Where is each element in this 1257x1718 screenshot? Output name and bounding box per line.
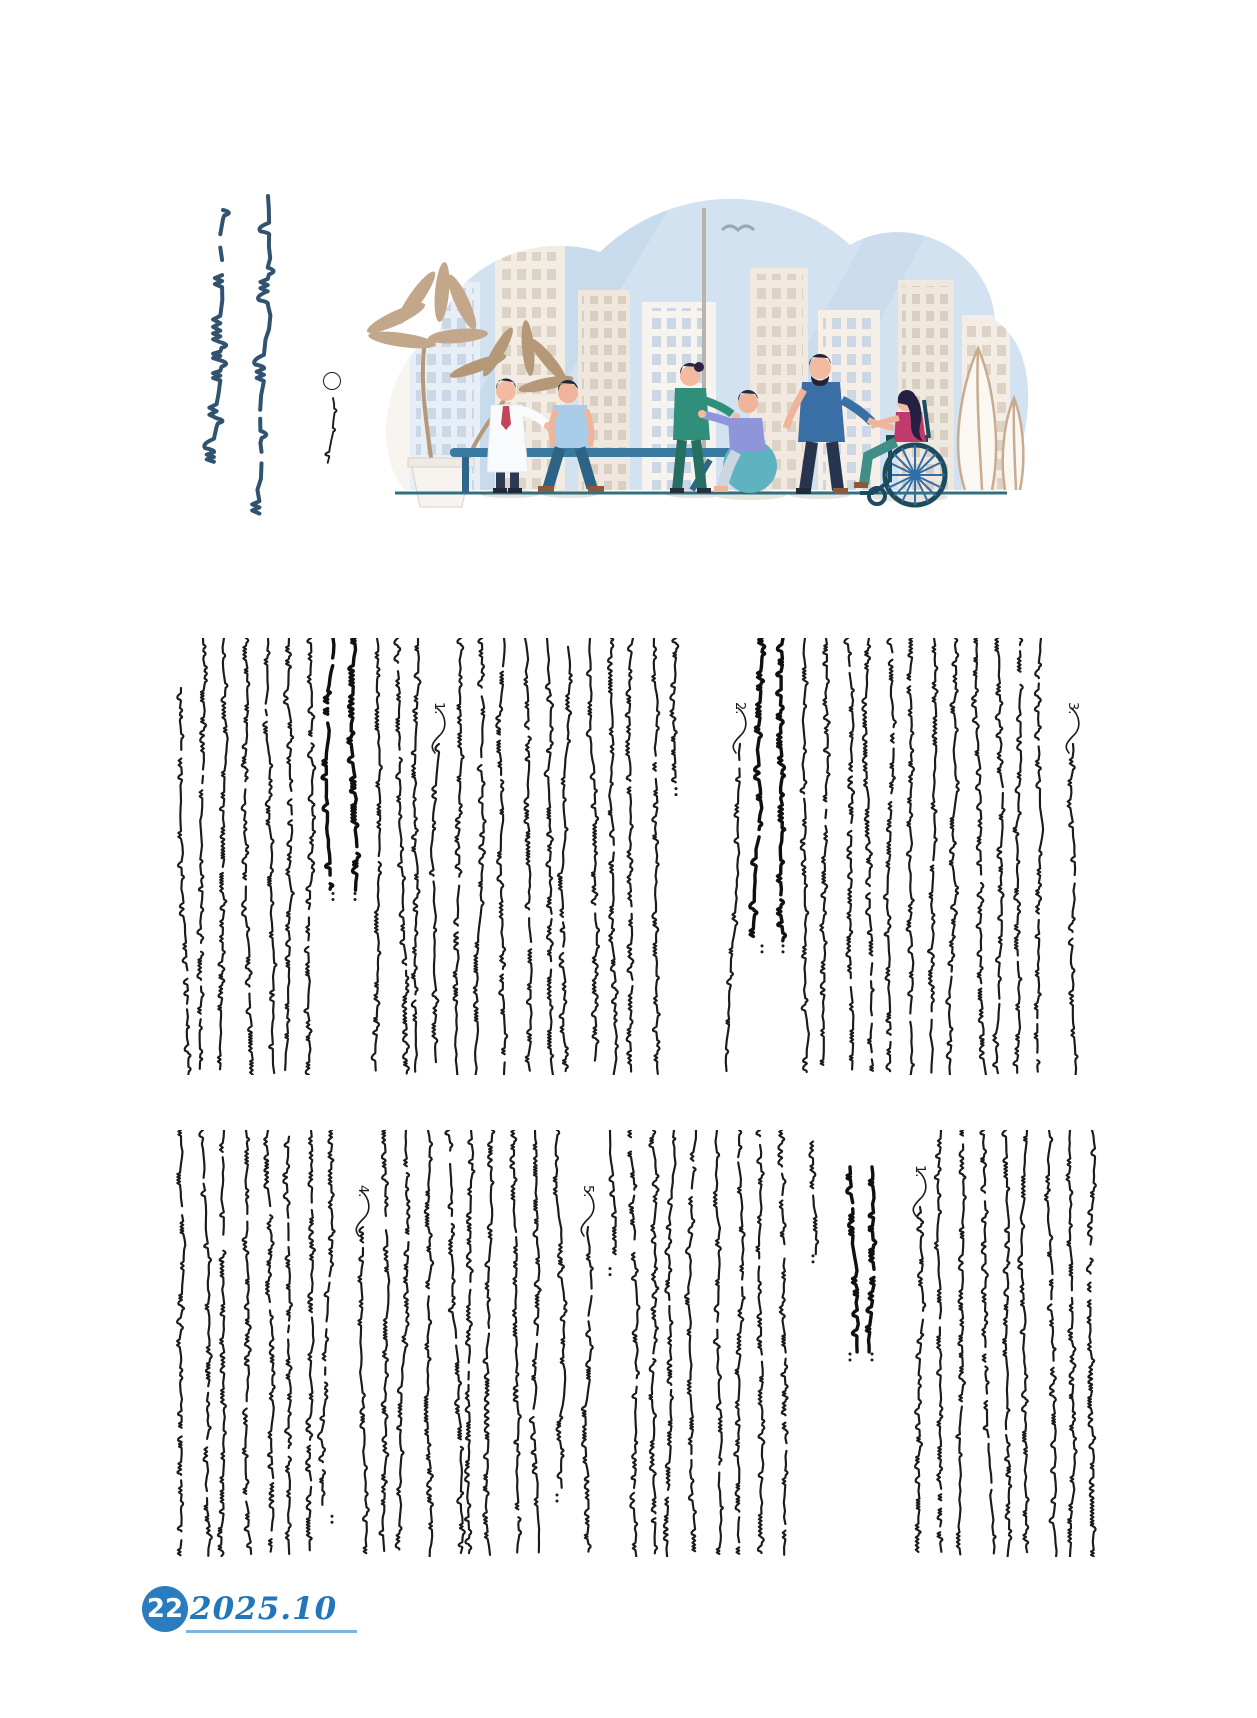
section-number-marker: 4. <box>355 1185 370 1198</box>
end-punctuation-dot <box>331 1521 334 1524</box>
text-column <box>380 1130 390 1556</box>
text-column <box>726 744 740 1071</box>
text-column <box>396 1130 410 1556</box>
text-column <box>263 638 276 1073</box>
text-column <box>545 638 553 1075</box>
text-column <box>756 1130 764 1553</box>
section-number-marker: 1. <box>431 702 446 715</box>
author-name-column <box>325 398 336 463</box>
text-column <box>243 1130 251 1554</box>
section-number-marker: 1. <box>912 1165 927 1178</box>
text-column <box>915 1207 925 1552</box>
text-column <box>1067 1130 1077 1557</box>
text-column <box>554 1130 567 1488</box>
text-column <box>525 638 532 1071</box>
text-column <box>993 638 1004 1073</box>
text-column <box>510 1130 521 1553</box>
end-punctuation-dot <box>556 1493 559 1496</box>
text-column <box>412 638 421 1072</box>
end-punctuation-dot <box>761 950 764 953</box>
text-column <box>946 638 958 1075</box>
bold-text-column <box>867 1167 876 1352</box>
bold-text-column <box>750 638 765 942</box>
text-column <box>778 1130 787 1555</box>
text-column <box>1018 1130 1028 1552</box>
text-column <box>809 1142 818 1255</box>
end-punctuation-dot <box>675 793 678 796</box>
end-punctuation-dot <box>332 892 335 895</box>
text-column <box>483 1130 494 1555</box>
text-column <box>670 638 678 782</box>
page-number-badge: 22 <box>142 1586 188 1632</box>
end-punctuation-dot <box>332 898 335 901</box>
text-column <box>862 638 873 1071</box>
text-column <box>218 1130 226 1557</box>
text-column <box>649 1130 658 1553</box>
section-number-marker: 2. <box>732 702 747 715</box>
end-punctuation-dot <box>354 898 357 901</box>
text-column <box>474 638 486 1075</box>
section-marker-swash <box>356 1191 369 1236</box>
text-band-upper <box>170 638 1115 1075</box>
text-column <box>284 638 294 1070</box>
text-column <box>628 1130 639 1557</box>
text-band-lower <box>170 1130 1120 1557</box>
end-punctuation-dot <box>849 1353 852 1356</box>
end-punctuation-dot <box>849 1359 852 1362</box>
text-column <box>304 638 315 1075</box>
text-column <box>264 1130 274 1552</box>
section-number-marker: 3. <box>1065 702 1080 715</box>
end-punctuation-dot <box>871 1353 874 1356</box>
text-column <box>907 638 914 1075</box>
text-column <box>177 688 190 1074</box>
text-column <box>242 638 253 1075</box>
bold-text-column <box>322 638 334 889</box>
text-column <box>664 1130 676 1557</box>
text-column <box>610 1130 616 1261</box>
text-column <box>820 638 829 1073</box>
text-column <box>582 1227 593 1552</box>
bold-text-column <box>847 1167 858 1352</box>
bold-text-column <box>348 638 360 890</box>
text-column <box>935 1130 943 1552</box>
text-column <box>177 1130 185 1555</box>
text-column <box>445 1130 464 1553</box>
end-punctuation-dot <box>675 787 678 790</box>
text-column <box>685 1130 696 1551</box>
text-column <box>1035 638 1043 1072</box>
text-column <box>972 638 986 1075</box>
text-column <box>394 638 408 1074</box>
text-column <box>465 1130 474 1553</box>
end-punctuation-dot <box>782 950 785 953</box>
text-column <box>587 638 599 1075</box>
text-column <box>359 1227 369 1553</box>
text-column <box>1045 1130 1057 1557</box>
text-column <box>928 638 937 1073</box>
page-footer <box>142 1586 343 1632</box>
section-number-marker: 5. <box>580 1185 595 1198</box>
text-column <box>197 638 206 1069</box>
end-punctuation-dot <box>812 1254 815 1257</box>
end-punctuation-dot <box>331 1515 334 1518</box>
text-column <box>425 1130 433 1557</box>
text-column <box>980 1130 995 1553</box>
issue-underline <box>186 1630 357 1633</box>
text-column <box>454 638 464 1075</box>
text-column <box>306 1130 315 1557</box>
end-punctuation-dot <box>609 1273 612 1276</box>
text-column <box>844 638 854 1069</box>
end-punctuation-dot <box>782 944 785 947</box>
text-column <box>956 1130 965 1554</box>
end-punctuation-dot <box>556 1499 559 1502</box>
text-column <box>714 1130 723 1554</box>
text-column <box>1002 1130 1011 1557</box>
text-column <box>558 647 572 1071</box>
rehabilitation-illustration <box>350 190 1040 508</box>
section-marker-swash <box>432 708 445 753</box>
issue-date: 2025.10 <box>190 1591 338 1627</box>
text-column <box>496 638 507 1075</box>
text-column <box>652 638 659 1074</box>
text-column <box>801 638 809 1072</box>
text-column <box>734 1130 744 1554</box>
bold-text-column <box>777 638 786 941</box>
text-column <box>1087 1130 1096 1556</box>
text-column <box>218 638 228 1069</box>
text-column <box>608 638 618 1074</box>
text-column <box>372 638 382 1071</box>
text-column <box>318 1130 335 1512</box>
text-column <box>430 744 439 1071</box>
text-column <box>1068 744 1078 1075</box>
end-punctuation-dot <box>354 892 357 895</box>
text-column <box>1014 638 1023 1073</box>
text-column <box>199 1130 211 1556</box>
text-column <box>530 1130 541 1552</box>
end-punctuation-dot <box>609 1267 612 1270</box>
text-column <box>626 638 634 1072</box>
end-punctuation-dot <box>812 1260 815 1263</box>
text-column <box>884 638 896 1071</box>
end-punctuation-dot <box>871 1359 874 1362</box>
text-column <box>283 1137 292 1554</box>
end-punctuation-dot <box>761 944 764 947</box>
